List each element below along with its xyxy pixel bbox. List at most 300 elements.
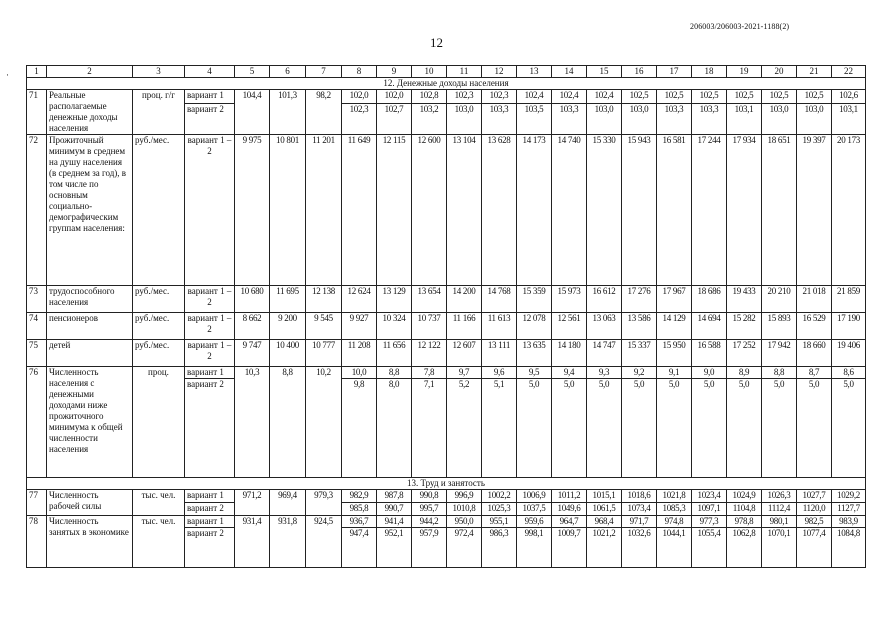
table-row [27,340,866,367]
value-cell [517,135,552,286]
value-cell [762,286,797,313]
unit [133,135,185,286]
value-cell-text: 1002,2 [487,490,511,500]
value-cell [377,379,412,478]
value-cell [797,379,832,478]
value-cell [517,90,552,104]
value-cell [762,135,797,286]
value-cell-text: 1026,3 [767,490,791,500]
value-cell-text: 982,9 [349,490,369,500]
header-cell: 1 [27,66,47,78]
value-cell [797,104,832,135]
row-number-text: 77 [29,490,38,500]
value-cell [762,313,797,340]
row-number [27,340,47,367]
value-cell [727,528,762,568]
value-cell-text: 13 063 [592,313,616,323]
value-cell [727,90,762,104]
value-cell [447,313,482,340]
value-cell [622,367,657,379]
value-cell [552,367,587,379]
value-cell-text: 9,4 [563,367,575,377]
value-cell [235,367,270,478]
value-cell [377,516,412,528]
variant-label-text: вариант 1 – 2 [187,313,232,334]
variant-label-text: вариант 1 – 2 [187,135,232,156]
value-cell-text: 103,1 [734,104,754,115]
unit-text: руб./мес. [135,286,170,296]
variant-label-text: вариант 2 [187,528,224,538]
document-number: 206003/206003-2021-1188(2) [690,22,790,31]
value-cell-text: 5,2 [458,379,470,389]
value-cell [657,516,692,528]
row-number [27,90,47,135]
value-cell-text: 102,4 [559,90,579,100]
variant-label-text: вариант 2 [187,379,224,389]
value-cell-text: 15 282 [732,313,756,323]
value-cell-text: 17 190 [837,313,860,323]
value-cell [832,135,866,286]
value-cell-text: 9,5 [528,367,540,377]
value-cell [447,104,482,135]
value-cell-text: 952,1 [384,528,404,538]
value-cell-text: 1120,0 [802,503,826,513]
value-cell [235,90,270,135]
value-cell [552,503,587,516]
value-cell-text: 9,6 [493,367,505,377]
table-row [27,313,866,340]
value-cell-text: 1025,3 [487,503,511,513]
section-row [27,478,866,490]
value-cell [622,286,657,313]
value-cell-text: 15 973 [557,286,581,296]
unit-text: проц. [148,367,169,377]
section-title [27,478,866,490]
value-cell [342,340,377,367]
value-cell-text: 20 173 [837,135,860,145]
value-cell-text: 13 654 [417,286,441,296]
value-cell-text: 1044,1 [662,528,686,538]
value-cell [342,313,377,340]
header-cell: 15 [587,66,622,78]
value-cell [762,528,797,568]
value-cell [377,503,412,516]
value-cell-text: 13 111 [487,340,511,350]
value-cell [517,313,552,340]
unit [133,286,185,313]
value-cell [377,90,412,104]
value-cell [270,516,306,568]
row-number [27,135,47,286]
value-cell-text: 977,3 [699,516,719,526]
value-cell [797,340,832,367]
value-cell [377,135,412,286]
value-cell-text: 16 588 [697,340,721,350]
value-cell [587,104,622,135]
table-row [27,516,866,528]
value-cell-text: 102,5 [664,90,684,100]
value-cell [482,528,517,568]
value-cell [342,516,377,528]
value-cell [762,90,797,104]
value-cell-text: 1015,1 [592,490,616,500]
value-cell [447,528,482,568]
value-cell-text: 16 529 [802,313,826,323]
variant-label-text: вариант 2 [187,104,224,115]
value-cell [342,528,377,568]
value-cell [235,286,270,313]
value-cell-text: 98,2 [316,90,331,100]
value-cell-text: 14 173 [522,135,546,145]
value-cell [412,528,447,568]
value-cell-text: 8,0 [388,379,400,389]
value-cell-text: 15 893 [767,313,791,323]
value-cell-text: 102,4 [594,90,614,100]
table-row [27,367,866,379]
value-cell-text: 14 694 [697,313,721,323]
value-cell [342,503,377,516]
value-cell-text: 1055,4 [697,528,721,538]
value-cell [342,490,377,503]
value-cell [447,503,482,516]
indicator-name-text: Реальные располагаемые денежные доходы населения [49,90,118,133]
value-cell [517,367,552,379]
value-cell-text: 1127,7 [837,503,860,513]
value-cell-text: 1097,1 [697,503,721,513]
value-cell [832,90,866,104]
value-cell [762,104,797,135]
value-cell [482,503,517,516]
value-cell-text: 10 737 [417,313,441,323]
row-number-text: 72 [29,135,38,145]
unit-text: руб./мес. [135,135,170,145]
variant-label [185,135,235,286]
value-cell [587,528,622,568]
row-number-text: 71 [29,90,38,100]
value-cell [587,503,622,516]
value-cell [270,135,306,286]
value-cell-text: 931,4 [242,516,262,526]
value-cell [482,104,517,135]
value-cell [377,313,412,340]
value-cell-text: 102,0 [349,90,369,100]
value-cell-text: 947,4 [349,528,369,538]
header-cell: 5 [235,66,270,78]
header-cell: 20 [762,66,797,78]
header-cell: 17 [657,66,692,78]
value-cell-text: 103,0 [454,104,474,115]
value-cell-text: 21 859 [837,286,860,296]
value-cell [587,286,622,313]
value-cell-text: 12 122 [417,340,441,350]
value-cell [727,490,762,503]
value-cell [832,516,866,528]
unit-text: проц. г/г [141,90,176,100]
value-cell [622,379,657,478]
value-cell-text: 8 662 [242,313,262,323]
value-cell-text: 15 950 [662,340,686,350]
value-cell [270,313,306,340]
header-cell: 10 [412,66,447,78]
value-cell-text: 1021,8 [662,490,686,500]
value-cell-text: 102,3 [454,90,474,100]
value-cell [797,367,832,379]
value-cell [552,490,587,503]
value-cell-text: 12 078 [522,313,546,323]
value-cell [692,379,727,478]
value-cell-text: 10,2 [316,367,331,377]
value-cell-text: 9 927 [349,313,369,323]
value-cell-text: 20 210 [767,286,791,296]
value-cell [342,367,377,379]
value-cell [552,286,587,313]
value-cell-text: 102,3 [349,104,369,115]
value-cell-text: 15 943 [627,135,651,145]
value-cell-text: 7,1 [423,379,435,389]
value-cell-text: 18 651 [767,135,791,145]
row-number [27,313,47,340]
value-cell [482,135,517,286]
value-cell [412,340,447,367]
row-number-text: 74 [29,313,38,323]
value-cell [482,286,517,313]
value-cell-text: 15 359 [522,286,546,296]
value-cell [622,104,657,135]
value-cell-text: 10 324 [382,313,406,323]
value-cell [657,528,692,568]
value-cell [412,313,447,340]
value-cell [412,367,447,379]
value-cell [377,528,412,568]
header-cell: 8 [342,66,377,78]
value-cell [270,90,306,135]
value-cell [587,379,622,478]
section-row [27,78,866,90]
indicator-name-text: Прожиточный минимум в среднем на душу населения (в среднем за год), в том числе по основным социально-демографическим группам населения: [49,135,127,233]
value-cell [552,340,587,367]
unit [133,367,185,478]
value-cell-text: 957,9 [419,528,439,538]
value-cell [342,379,377,478]
value-cell-text: 9 747 [242,340,262,350]
value-cell-text: 1006,9 [522,490,546,500]
variant-label [185,490,235,503]
unit-text: тыс. чел. [141,490,176,500]
value-cell-text: 14 200 [452,286,476,296]
value-cell [306,490,342,516]
variant-label-text: вариант 1 – 2 [187,340,232,361]
value-cell [797,516,832,528]
value-cell-text: 944,2 [419,516,439,526]
variant-label-text: вариант 1 [187,367,224,377]
value-cell [270,340,306,367]
value-cell-text: 12 138 [312,286,335,296]
value-cell-text: 12 115 [382,135,406,145]
value-cell [692,490,727,503]
value-cell [727,516,762,528]
value-cell-text: 5,0 [738,379,750,389]
value-cell [447,490,482,503]
value-cell-text: 9,1 [668,367,680,377]
value-cell-text: 102,7 [384,104,404,115]
value-cell-text: 1027,7 [802,490,826,500]
value-cell-text: 12 624 [347,286,371,296]
value-cell [587,90,622,104]
value-cell-text: 12 607 [452,340,476,350]
value-cell [482,490,517,503]
indicator-name [47,516,133,568]
variant-label [185,528,235,568]
header-cell: 12 [482,66,517,78]
value-cell [377,286,412,313]
unit [133,516,185,568]
value-cell-text: 14 747 [592,340,616,350]
value-cell-text: 5,0 [528,379,540,389]
variant-label-text: вариант 1 [187,490,224,500]
value-cell [622,313,657,340]
value-cell [377,104,412,135]
value-cell-text: 17 252 [732,340,756,350]
value-cell-text: 996,9 [454,490,474,500]
row-number-text: 75 [29,340,38,350]
table-row [27,90,866,104]
value-cell [762,379,797,478]
value-cell-text: 941,4 [384,516,404,526]
value-cell [797,135,832,286]
value-cell-text: 990,7 [384,503,404,513]
value-cell [692,367,727,379]
value-cell [447,286,482,313]
value-cell [622,135,657,286]
value-cell-text: 14 129 [662,313,686,323]
value-cell [657,367,692,379]
value-cell [622,340,657,367]
value-cell [692,135,727,286]
value-cell-text: 987,8 [384,490,404,500]
value-cell [235,490,270,516]
value-cell-text: 9 200 [278,313,297,323]
section-title-text: 12. Денежные доходы населения [383,78,509,88]
indicator-name-text: Численность рабочей силы [49,490,102,511]
value-cell [517,490,552,503]
value-cell [412,135,447,286]
value-cell [517,104,552,135]
value-cell-text: 983,9 [839,516,858,526]
value-cell-text: 9,0 [703,367,715,377]
unit-text: руб./мес. [135,313,170,323]
value-cell-text: 14 740 [557,135,581,145]
value-cell-text: 8,6 [843,367,854,377]
header-cell: 18 [692,66,727,78]
value-cell [797,528,832,568]
indicator-name [47,286,133,313]
value-cell-text: 998,1 [524,528,544,538]
value-cell-text: 971,7 [629,516,649,526]
value-cell [832,503,866,516]
value-cell [727,286,762,313]
value-cell-text: 102,5 [734,90,754,100]
variant-label [185,367,235,379]
indicator-name [47,313,133,340]
value-cell [517,286,552,313]
table-row [27,286,866,313]
value-cell-text: 103,0 [629,104,649,115]
value-cell-text: 1061,5 [592,503,616,513]
value-cell [412,503,447,516]
row-number [27,490,47,516]
table-row [27,490,866,503]
value-cell [692,516,727,528]
value-cell-text: 10,0 [351,367,367,377]
value-cell [657,104,692,135]
header-cell: 16 [622,66,657,78]
value-cell-text: 5,0 [843,379,854,389]
value-cell [797,490,832,503]
value-cell [657,135,692,286]
value-cell [727,313,762,340]
indicator-name [47,490,133,516]
page-number: 12 [430,35,443,50]
value-cell-text: 924,5 [314,516,333,526]
value-cell [482,313,517,340]
value-cell [552,379,587,478]
value-cell-text: 102,5 [804,90,824,100]
variant-label [185,286,235,313]
value-cell-text: 11 613 [487,313,511,323]
row-number-text: 73 [29,286,38,296]
indicator-name-text: Численность занятых в экономике [49,516,129,537]
value-cell [797,503,832,516]
value-cell [552,313,587,340]
value-cell-text: 980,1 [769,516,789,526]
value-cell-text: 11 656 [382,340,406,350]
value-cell-text: 969,4 [278,490,297,500]
value-cell-text: 13 586 [627,313,651,323]
value-cell-text: 13 129 [382,286,406,296]
value-cell [517,340,552,367]
variant-label [185,313,235,340]
value-cell [832,528,866,568]
value-cell [482,90,517,104]
value-cell-text: 964,7 [559,516,579,526]
value-cell [762,367,797,379]
value-cell [306,286,342,313]
value-cell-text: 9 545 [314,313,333,323]
value-cell [412,379,447,478]
value-cell-text: 9,7 [458,367,470,377]
variant-label [185,90,235,104]
value-cell-text: 21 018 [802,286,826,296]
value-cell [727,135,762,286]
indicator-name-text: Численность населения с денежными доходами ниже прожиточного минимума к общей численности населения [49,367,123,454]
variant-label [185,516,235,528]
value-cell [657,503,692,516]
variant-label [185,340,235,367]
header-cell: 6 [270,66,306,78]
unit [133,490,185,516]
value-cell [832,340,866,367]
value-cell-text: 102,4 [524,90,544,100]
value-cell-text: 11 201 [312,135,335,145]
value-cell [306,367,342,478]
value-cell [622,90,657,104]
value-cell-text: 10 400 [276,340,299,350]
value-cell [342,104,377,135]
value-cell-text: 103,0 [594,104,614,115]
value-cell-text: 1024,9 [732,490,756,500]
value-cell-text: 1070,1 [767,528,791,538]
value-cell [762,516,797,528]
